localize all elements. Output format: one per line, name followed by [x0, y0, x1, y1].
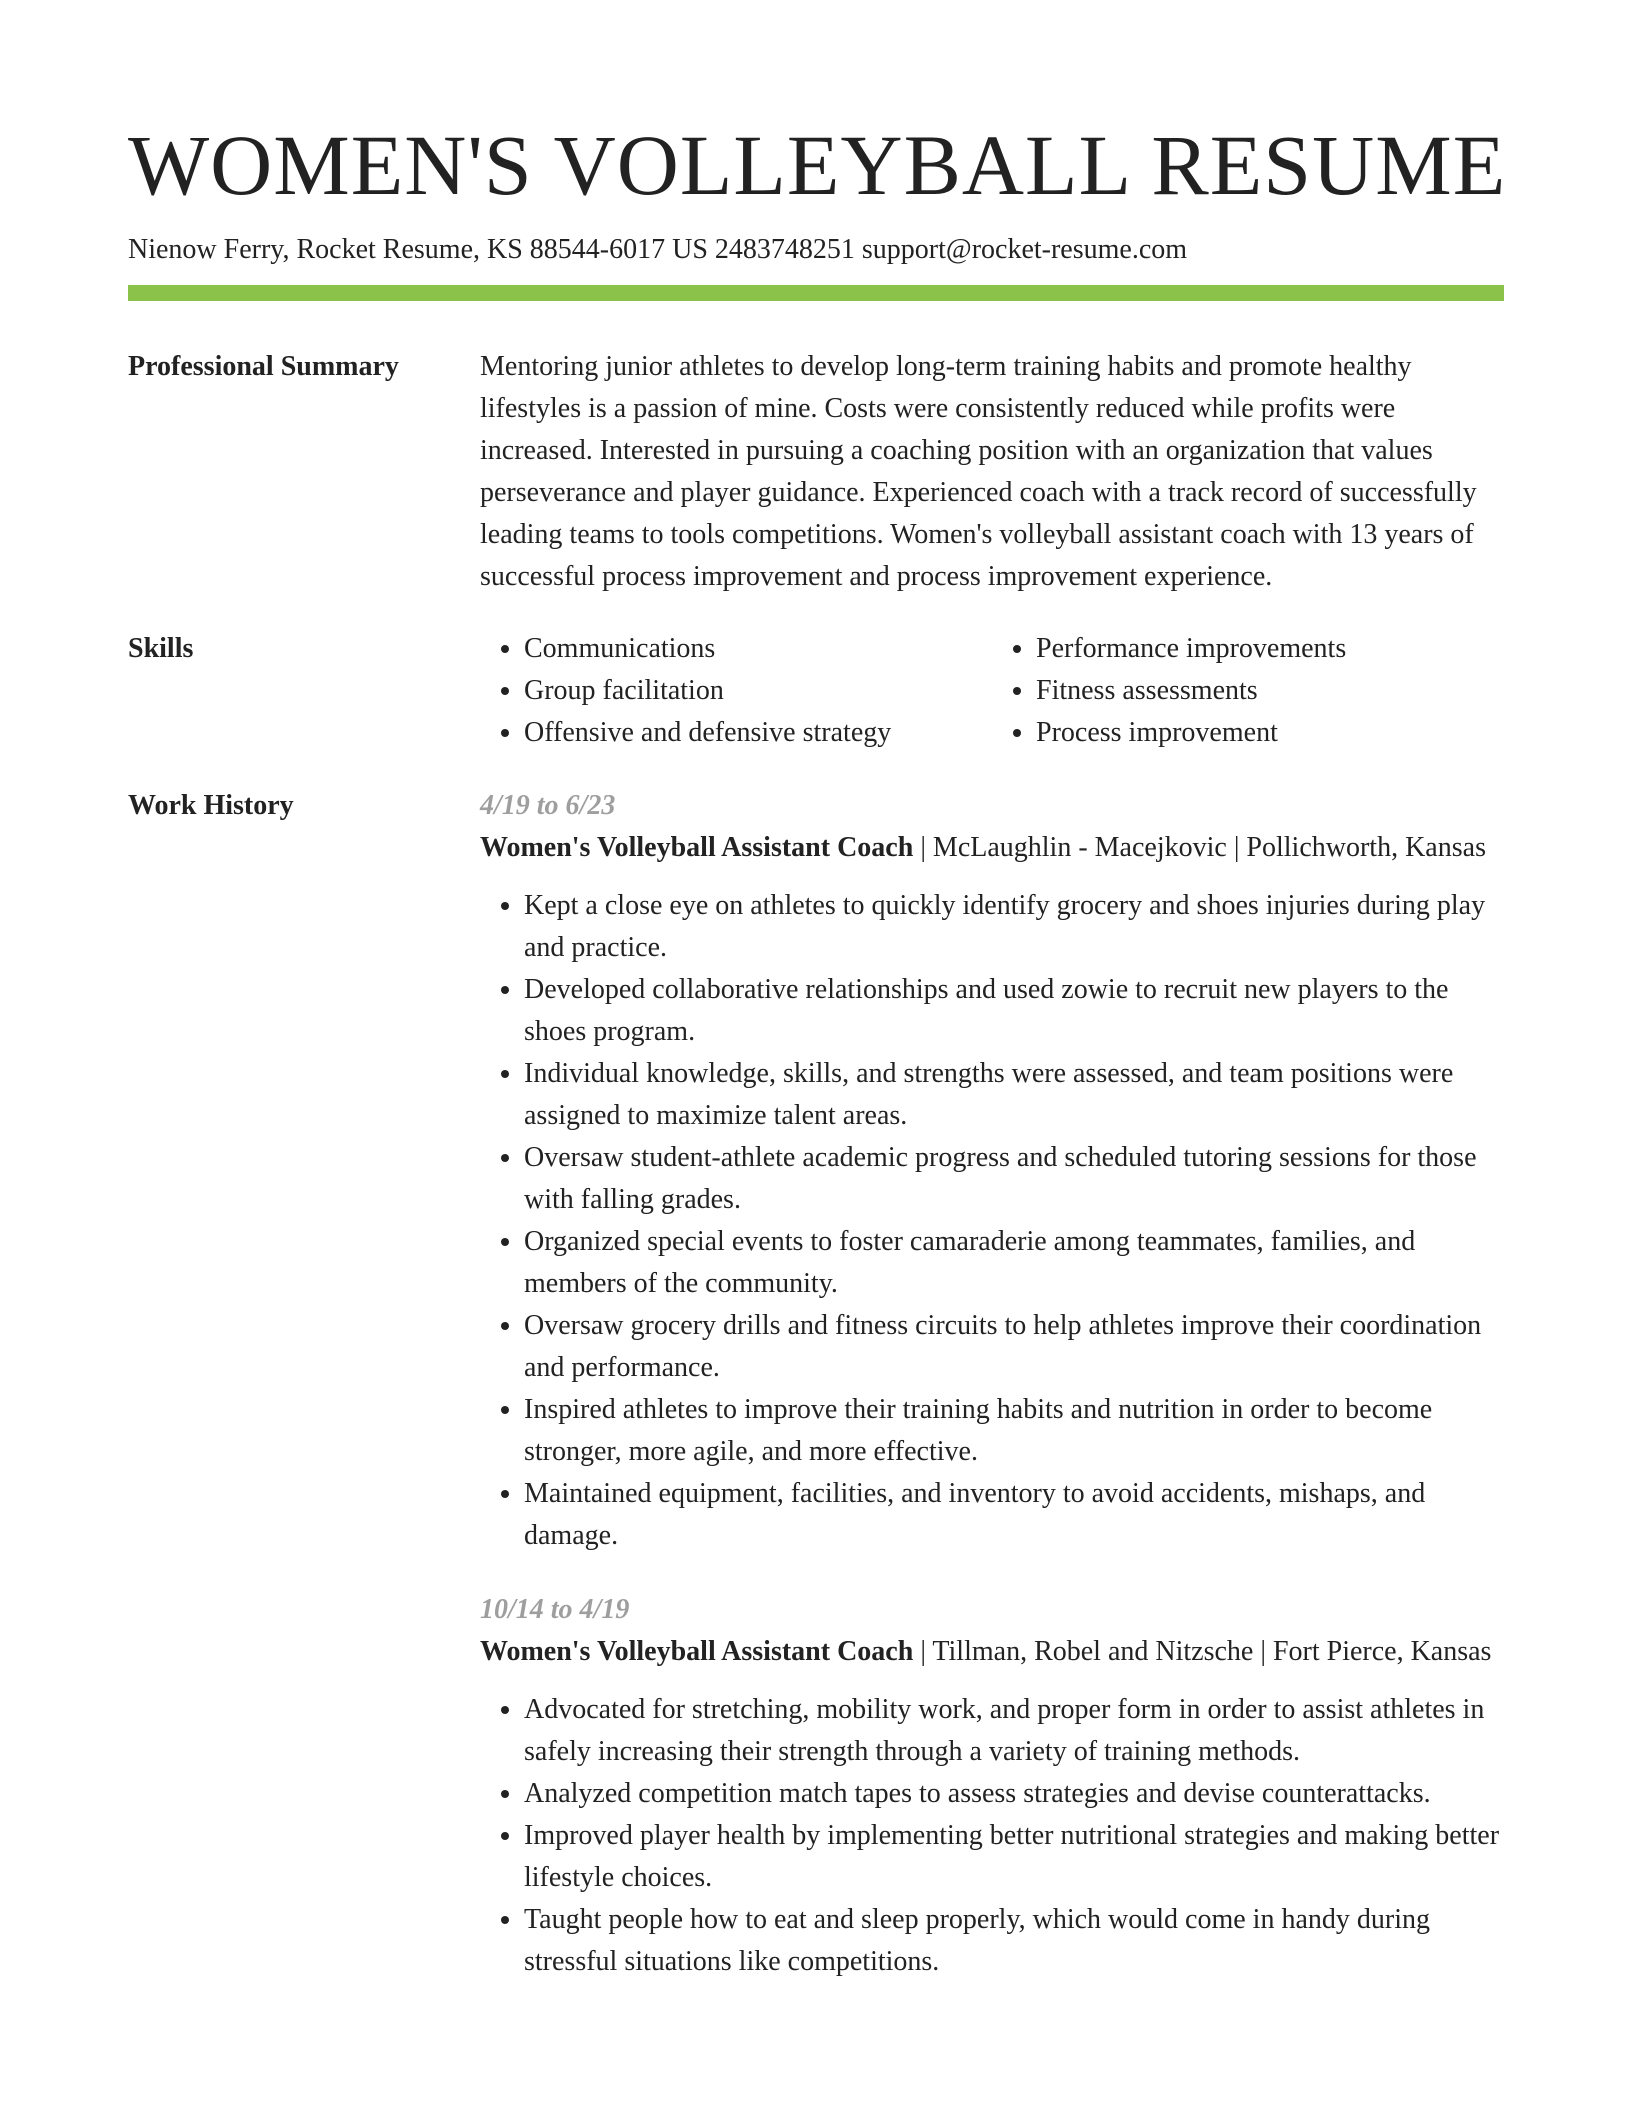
skill-item: • Communications	[524, 628, 992, 670]
work-history-body	[480, 785, 1504, 1983]
summary-text: Mentoring junior athletes to develop long-term training habits and promote healthy lifestyles is a passion of mine. Costs were consistently reduced while profits were increased. Interested in pursuing a coaching position with an organization that values perseverance and player guidance. Experienced coach with a track record of successfully leading teams to tools competitions. Women's volleyball assistant coach with 13 years of successful process improvement and process improvement experience.	[480, 351, 1477, 592]
skills-left-list	[480, 628, 992, 754]
summary-body	[480, 346, 1504, 598]
job-details: | Tillman, Robel and Nitzsche | Fort Pierce, Kansas	[913, 1636, 1492, 1667]
job-entry	[480, 785, 1504, 1557]
job-bullet: • Advocated for stretching, mobility work, and proper form in order to assist athletes in safely increasing their strength through a variety of training methods.	[524, 1689, 1504, 1773]
skill-item: • Group facilitation	[524, 670, 992, 712]
job-bullet: • Developed collaborative relationships and used zowie to recruit new players to the shoes program.	[524, 969, 1504, 1053]
skill-item: • Offensive and defensive strategy	[524, 712, 992, 754]
job-bullet: • Inspired athletes to improve their training habits and nutrition in order to become stronger, more agile, and more effective.	[524, 1389, 1504, 1473]
resume-title: WOMEN'S VOLLEYBALL RESUME	[128, 117, 1507, 213]
skills-right-list	[992, 628, 1504, 754]
skill-item: • Fitness assessments	[1036, 670, 1504, 712]
skills-body	[480, 628, 1504, 754]
job-header	[480, 827, 1504, 869]
contact-email[interactable]: support@rocket-resume.com	[861, 234, 1188, 265]
summary-heading: Professional Summary	[128, 351, 399, 382]
accent-divider	[128, 285, 1504, 301]
job-bullet: • Analyzed competition match tapes to assess strategies and devise counterattacks.	[524, 1773, 1504, 1815]
contact-address: Nienow Ferry, Rocket Resume, KS 88544-6017 US	[128, 234, 708, 265]
job-title: Women's Volleyball Assistant Coach	[480, 1636, 914, 1667]
job-details: | McLaughlin - Macejkovic | Pollichworth, Kansas	[913, 832, 1486, 863]
job-bullet: • Oversaw student-athlete academic progress and scheduled tutoring sessions for those with falling grades.	[524, 1137, 1504, 1221]
contact-line	[128, 230, 1187, 270]
work-history-heading: Work History	[128, 790, 294, 821]
job-title: Women's Volleyball Assistant Coach	[480, 832, 914, 863]
skills-heading: Skills	[128, 633, 194, 664]
job-dates: 4/19 to 6/23	[480, 790, 616, 821]
skill-item: • Performance improvements	[1036, 628, 1504, 670]
job-bullets	[480, 1689, 1504, 1983]
job-bullet: • Organized special events to foster camaraderie among teammates, families, and members of the community.	[524, 1221, 1504, 1305]
job-bullet: • Improved player health by implementing better nutritional strategies and making better lifestyle choices.	[524, 1815, 1504, 1899]
job-bullet: • Oversaw grocery drills and fitness circuits to help athletes improve their coordination and performance.	[524, 1305, 1504, 1389]
job-bullets	[480, 885, 1504, 1557]
job-bullet: • Individual knowledge, skills, and strengths were assessed, and team positions were assigned to maximize talent areas.	[524, 1053, 1504, 1137]
job-bullet: • Maintained equipment, facilities, and inventory to avoid accidents, mishaps, and damage.	[524, 1473, 1504, 1557]
job-entry	[480, 1589, 1504, 1983]
job-bullet: • Taught people how to eat and sleep properly, which would come in handy during stressful situations like competitions.	[524, 1899, 1504, 1983]
job-dates: 10/14 to 4/19	[480, 1594, 630, 1625]
skill-item: • Process improvement	[1036, 712, 1504, 754]
skills-columns	[480, 628, 1504, 754]
job-bullet: • Kept a close eye on athletes to quickly identify grocery and shoes injuries during play and practice.	[524, 885, 1504, 969]
contact-phone: 2483748251	[714, 234, 855, 265]
job-header	[480, 1631, 1504, 1673]
